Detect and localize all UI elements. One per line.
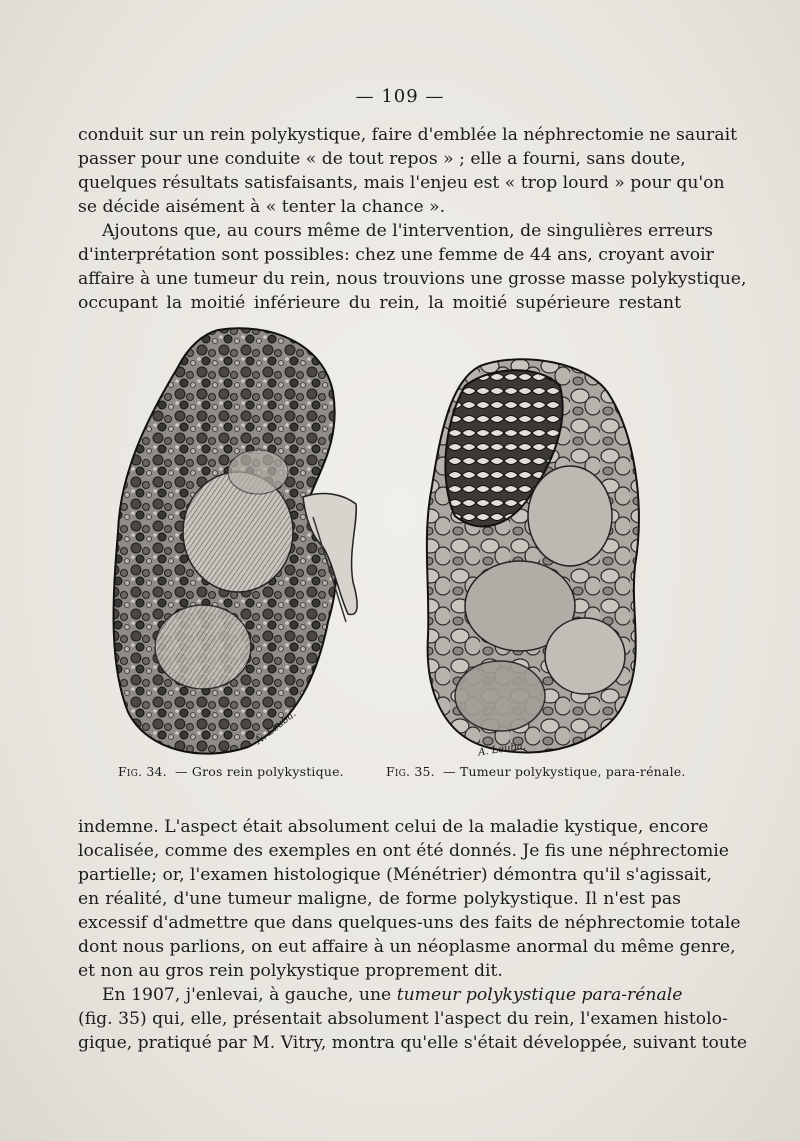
text-line: (fig. 35) qui, elle, présentait absolument l'aspect du rein, l'examen histolo-	[78, 1009, 728, 1029]
figure-35-caption	[386, 764, 686, 779]
text-line: en réalité, d'une tumeur maligne, de forme polykystique. Il n'est pas	[78, 889, 681, 909]
text-line: localisée, comme des exemples en ont été donnés. Je fis une néphrectomie	[78, 841, 729, 861]
artist-signature: A. Leuba.	[477, 740, 527, 759]
paragraph-histology	[78, 815, 741, 983]
figure-34-kidney-illustration	[108, 322, 370, 758]
text-line: quelques résultats satisfaisants, mais l'enjeu est « trop lourd » pour qu'on	[78, 173, 725, 193]
text-line: d'interprétation sont possibles: chez une femme de 44 ans, croyant avoir	[78, 245, 714, 265]
caption-text: — Tumeur polykystique, para-rénale.	[443, 764, 686, 779]
text-line: se décide aisément à « tenter la chance ».	[78, 197, 446, 217]
text-line	[78, 983, 681, 1007]
figure-35-tumor-illustration	[420, 356, 648, 758]
paragraph-intro	[78, 123, 738, 219]
text-line: gique, pratiqué par M. Vitry, montra qu'elle s'était développée, suivant toute	[78, 1033, 748, 1053]
text-segment: En 1907, j'enlevai, à gauche, une	[102, 985, 392, 1005]
text-line: Ajoutons que, au cours même de l'intervention, de singulières erreurs	[102, 221, 713, 241]
text-line: et non au gros rein polykystique proprement dit.	[78, 961, 503, 981]
paragraph-errors	[78, 219, 747, 315]
page-number: — 109 —	[355, 86, 445, 107]
text-line: excessif d'admettre que dans quelques-uns des faits de néphrectomie totale	[78, 913, 741, 933]
paragraph-1907-case	[78, 983, 748, 1055]
text-line: occupant la moitié inférieure du rein, la moitié supérieure restant	[78, 293, 681, 313]
text-line: passer pour une conduite « de tout repos » ; elle a fourni, sans doute,	[78, 149, 686, 169]
artist-signature: A. Leuba.	[253, 708, 299, 747]
text-line: affaire à une tumeur du rein, nous trouvions une grosse masse polykystique,	[78, 269, 747, 289]
text-line: partielle; or, l'examen histologique (Ménétrier) démontra qu'il s'agissait,	[78, 865, 713, 885]
text-line: dont nous parlions, on eut affaire à un néoplasme anormal du même genre,	[78, 937, 736, 957]
text-line: conduit sur un rein polykystique, faire d'emblée la néphrectomie ne saurait	[78, 125, 738, 145]
italic-term: tumeur polykystique para-rénale	[396, 985, 683, 1005]
caption-text: — Gros rein polykystique.	[175, 764, 344, 779]
figure-34-caption	[118, 764, 344, 779]
figure-label: Fig. 34.	[118, 764, 167, 779]
text-line: indemne. L'aspect était absolument celui de la maladie kystique, encore	[78, 817, 709, 837]
figure-label: Fig. 35.	[386, 764, 435, 779]
